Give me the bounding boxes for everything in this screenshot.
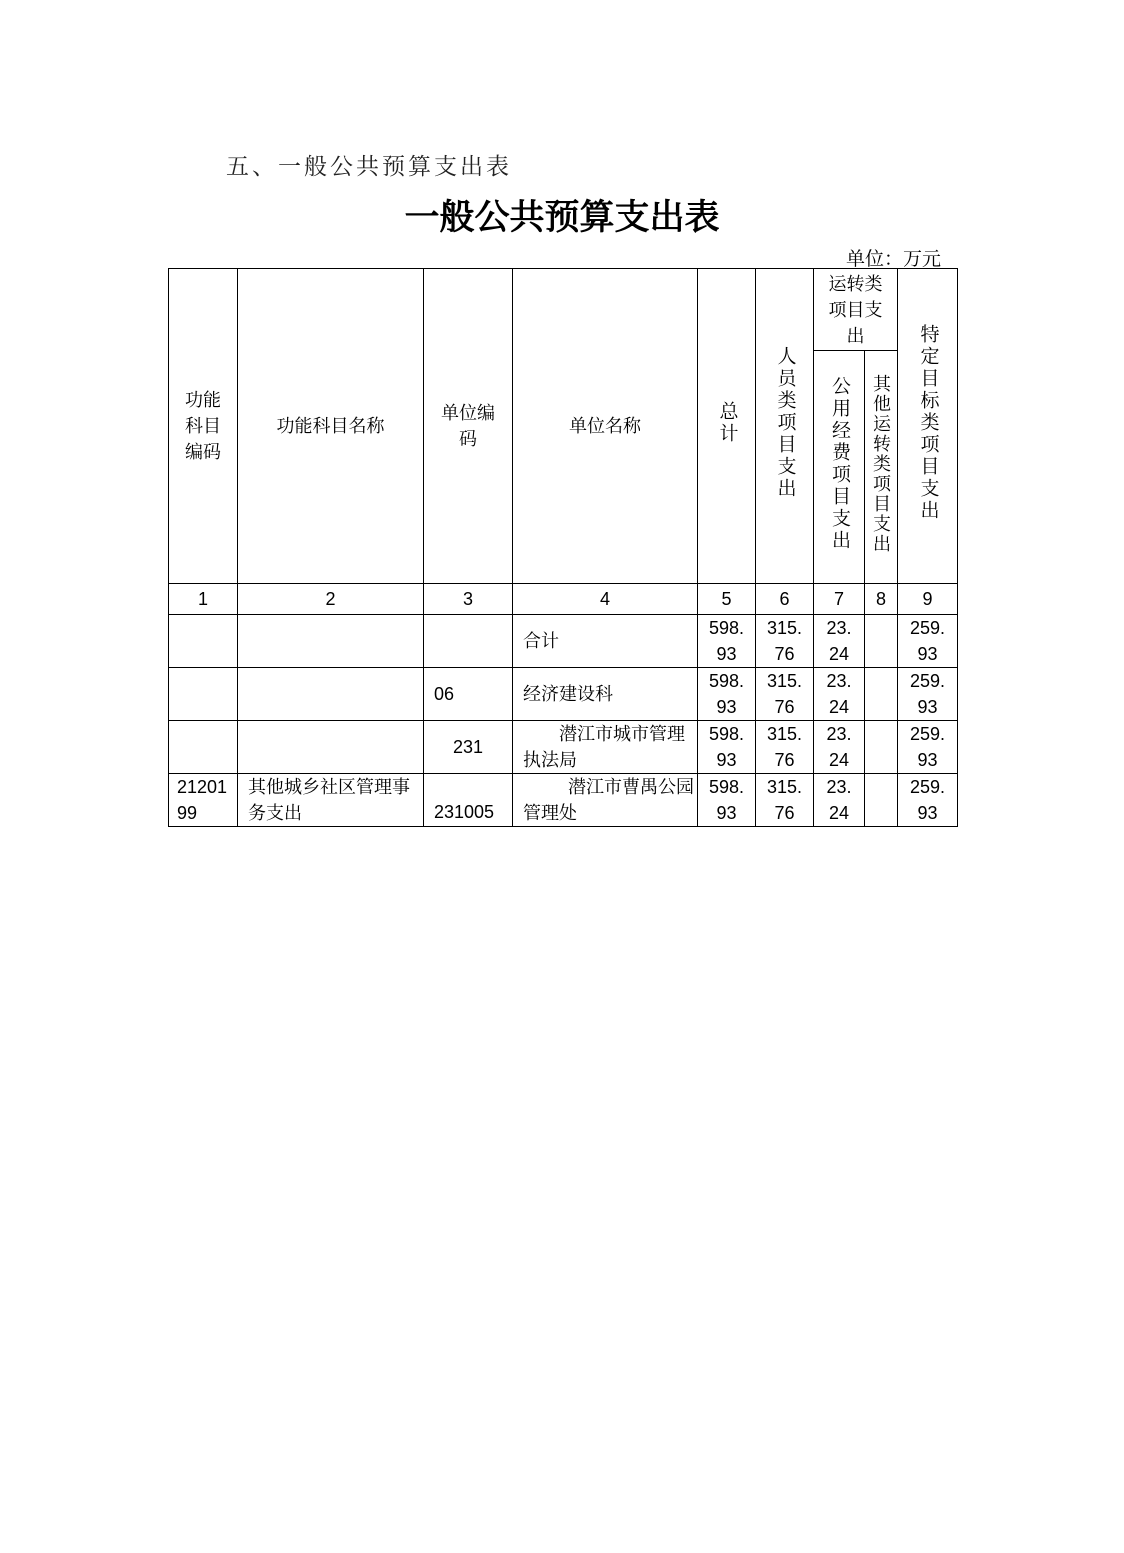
cell-func-name	[238, 721, 424, 774]
cell-personnel: 315.76	[756, 774, 814, 827]
col-num: 5	[698, 584, 756, 615]
cell-unit-code: 231	[424, 721, 513, 774]
cell-unit-code: 231005	[424, 774, 513, 827]
header-operating-group: 运转类项目支出	[814, 269, 898, 351]
cell-func-name	[238, 615, 424, 668]
table-row	[169, 668, 958, 721]
cell-total: 598.93	[698, 721, 756, 774]
col-num: 2	[238, 584, 424, 615]
table-row	[169, 615, 958, 668]
cell-total: 598.93	[698, 668, 756, 721]
table-row	[169, 774, 958, 827]
col-num: 4	[513, 584, 698, 615]
col-num: 9	[898, 584, 958, 615]
unit-label: 单位：万元	[846, 249, 942, 270]
cell-public-expense: 23.24	[814, 721, 865, 774]
header-row-1	[169, 269, 958, 351]
header-total: 总计	[698, 269, 756, 584]
cell-specific: 259.93	[898, 721, 958, 774]
cell-public-expense: 23.24	[814, 668, 865, 721]
cell-personnel: 315.76	[756, 721, 814, 774]
header-specific: 特定目标类项目支出	[898, 269, 958, 584]
cell-func-code	[169, 615, 238, 668]
cell-unit-name: 合计	[513, 615, 698, 668]
header-public-expense: 公用经费项目支出	[814, 351, 865, 584]
col-num: 8	[865, 584, 898, 615]
cell-func-code: 2120199	[169, 774, 238, 827]
cell-unit-code: 06	[424, 668, 513, 721]
table-row	[169, 721, 958, 774]
cell-unit-name: 潜江市城市管理执法局	[513, 721, 698, 774]
header-func-name: 功能科目名称	[238, 269, 424, 584]
cell-other-operating	[865, 668, 898, 721]
cell-specific: 259.93	[898, 615, 958, 668]
header-other-operating: 其他运转类项目支出	[865, 351, 898, 584]
page-title: 一般公共预算支出表	[404, 198, 720, 238]
cell-specific: 259.93	[898, 774, 958, 827]
cell-func-code	[169, 668, 238, 721]
section-title: 五、一般公共预算支出表	[226, 154, 512, 179]
col-num: 7	[814, 584, 865, 615]
cell-personnel: 315.76	[756, 615, 814, 668]
col-num: 1	[169, 584, 238, 615]
col-num: 3	[424, 584, 513, 615]
cell-unit-name: 经济建设科	[513, 668, 698, 721]
cell-func-code	[169, 721, 238, 774]
cell-unit-code	[424, 615, 513, 668]
header-unit-code: 单位编码	[424, 269, 513, 584]
cell-public-expense: 23.24	[814, 615, 865, 668]
cell-other-operating	[865, 721, 898, 774]
budget-table	[168, 268, 958, 827]
col-num: 6	[756, 584, 814, 615]
cell-specific: 259.93	[898, 668, 958, 721]
cell-total: 598.93	[698, 615, 756, 668]
cell-total: 598.93	[698, 774, 756, 827]
column-number-row	[169, 584, 958, 615]
cell-func-name	[238, 668, 424, 721]
cell-personnel: 315.76	[756, 668, 814, 721]
cell-func-name: 其他城乡社区管理事务支出	[238, 774, 424, 827]
header-personnel: 人员类项目支出	[756, 269, 814, 584]
cell-other-operating	[865, 774, 898, 827]
cell-other-operating	[865, 615, 898, 668]
header-func-code: 功能科目编码	[169, 269, 238, 584]
header-unit-name: 单位名称	[513, 269, 698, 584]
cell-unit-name: 潜江市曹禺公园管理处	[513, 774, 698, 827]
cell-public-expense: 23.24	[814, 774, 865, 827]
